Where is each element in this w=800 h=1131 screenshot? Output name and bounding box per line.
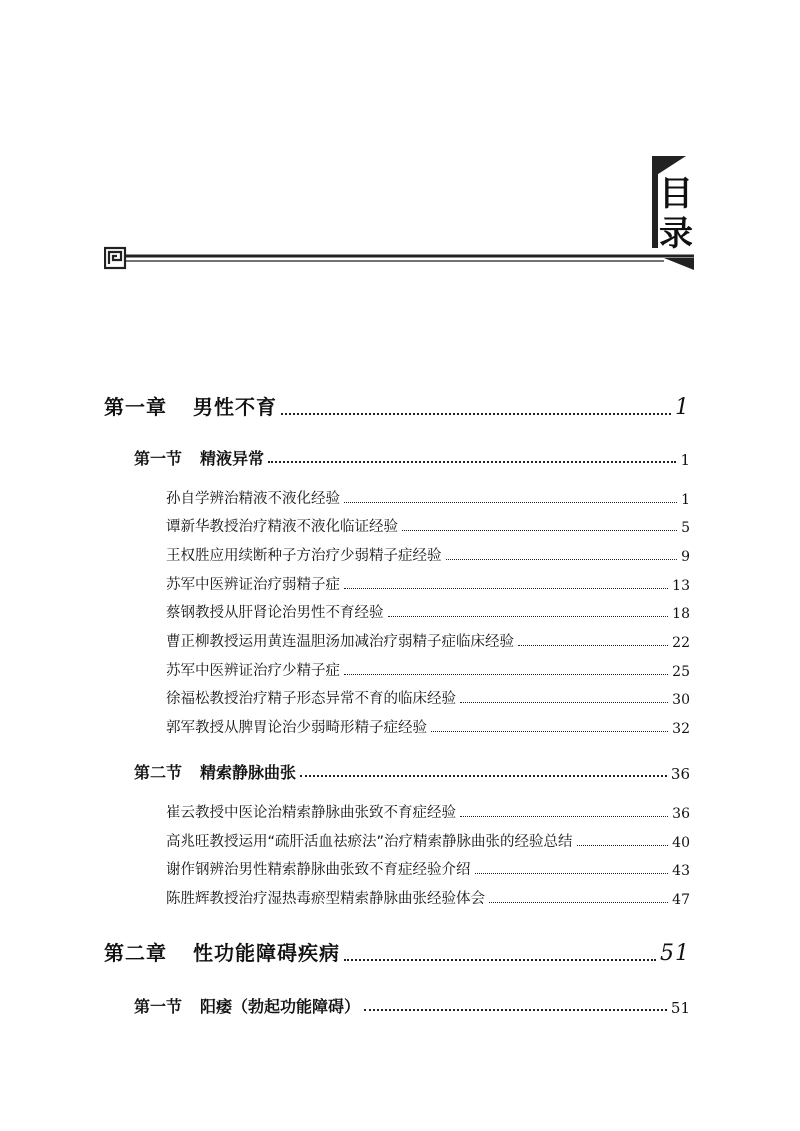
toc-entry[interactable] (166, 572, 690, 594)
entry-title: 谭新华教授治疗精液不液化临证经验 (166, 519, 398, 535)
leader-dots (344, 588, 668, 589)
page-number: 36 (670, 765, 690, 783)
leader-dots (344, 502, 677, 503)
section-number: 第二节 (134, 763, 183, 782)
entry-title: 王权胜应用续断种子方治疗少弱精子症经验 (166, 548, 442, 564)
leader-dots (300, 775, 667, 777)
page-number: 32 (672, 721, 690, 737)
leader-dots (431, 731, 668, 732)
title-char-lu: 录 (659, 214, 693, 254)
section-row[interactable] (134, 445, 690, 469)
entry-title: 郭军教授从脾胃论治少弱畸形精子症经验 (166, 720, 427, 736)
entry-title: 崔云教授中医论治精索静脉曲张致不育症经验 (166, 805, 456, 821)
page-number: 9 (681, 549, 690, 565)
section-title: 精液异常 (200, 449, 265, 468)
leader-dots (281, 413, 671, 415)
page-number: 40 (672, 835, 690, 851)
toc-entry[interactable] (166, 800, 690, 822)
chapter-number: 第一章 (104, 395, 167, 419)
leader-dots (402, 530, 677, 531)
chapter-row[interactable] (104, 392, 690, 420)
entry-title: 高兆旺教授运用“疏肝活血祛瘀法”治疗精索静脉曲张的经验总结 (166, 834, 573, 850)
toc-entry[interactable] (166, 886, 690, 908)
leader-dots (268, 461, 676, 463)
entry-title: 曹正柳教授运用黄连温胆汤加减治疗弱精子症临床经验 (166, 634, 514, 650)
entry-title: 谢作钢辨治男性精索静脉曲张致不育症经验介绍 (166, 862, 471, 878)
chapter-row[interactable] (104, 938, 690, 966)
leader-dots (518, 645, 668, 646)
toc-entry[interactable] (166, 486, 690, 508)
greek-key-icon (105, 248, 125, 268)
page-number: 30 (672, 692, 690, 708)
toc-entry[interactable] (166, 686, 690, 708)
section-number: 第一节 (134, 449, 183, 468)
entry-title: 蔡钢教授从肝肾论治男性不育经验 (166, 605, 384, 621)
leader-dots (475, 873, 669, 874)
page-number: 36 (672, 806, 690, 822)
chapter-number: 第二章 (104, 941, 167, 965)
toc-entry[interactable] (166, 829, 690, 851)
toc-entry[interactable] (166, 629, 690, 651)
entry-title: 苏军中医辨证治疗弱精子症 (166, 577, 340, 593)
page-number: 51 (660, 941, 690, 966)
section-row[interactable] (134, 759, 690, 783)
page-number: 18 (672, 606, 690, 622)
page-number: 22 (672, 635, 690, 651)
leader-dots (489, 902, 668, 903)
toc-entry[interactable] (166, 658, 690, 680)
page-number: 43 (672, 863, 690, 879)
section-row[interactable] (134, 993, 690, 1017)
chapter-title: 男性不育 (193, 395, 277, 419)
page-number: 1 (680, 451, 690, 469)
leader-dots (446, 559, 678, 560)
leader-dots (460, 702, 668, 703)
page-number: 1 (681, 492, 690, 508)
chapter-title: 性功能障碍疾病 (193, 941, 340, 965)
toc-title-block (652, 156, 694, 254)
leader-dots (577, 845, 669, 846)
page-number: 13 (672, 578, 690, 594)
entry-title: 孙自学辨治精液不液化经验 (166, 491, 340, 507)
leader-dots (344, 959, 656, 961)
page-number: 5 (681, 520, 690, 536)
toc-entry[interactable] (166, 600, 690, 622)
leader-dots (344, 674, 668, 675)
page-number: 51 (670, 999, 690, 1017)
toc-entry[interactable] (166, 514, 690, 536)
entry-title: 徐福松教授治疗精子形态异常不育的临床经验 (166, 691, 456, 707)
entry-title: 苏军中医辨证治疗少精子症 (166, 663, 340, 679)
toc-entry[interactable] (166, 857, 690, 879)
leader-dots (364, 1009, 667, 1011)
page-number: 1 (675, 395, 690, 420)
page-number: 25 (672, 664, 690, 680)
toc-entry[interactable] (166, 543, 690, 565)
toc-entry[interactable] (166, 715, 690, 737)
entry-title: 陈胜辉教授治疗湿热毒瘀型精索静脉曲张经验体会 (166, 891, 485, 907)
page-number: 47 (672, 892, 690, 908)
section-title: 精索静脉曲张 (200, 763, 297, 782)
leader-dots (388, 616, 669, 617)
header-ornament-rule (104, 246, 694, 270)
leader-dots (460, 816, 668, 817)
section-title: 阳痿（勃起功能障碍） (200, 997, 361, 1016)
title-char-mu: 目 (659, 174, 693, 214)
section-number: 第一节 (134, 997, 183, 1016)
